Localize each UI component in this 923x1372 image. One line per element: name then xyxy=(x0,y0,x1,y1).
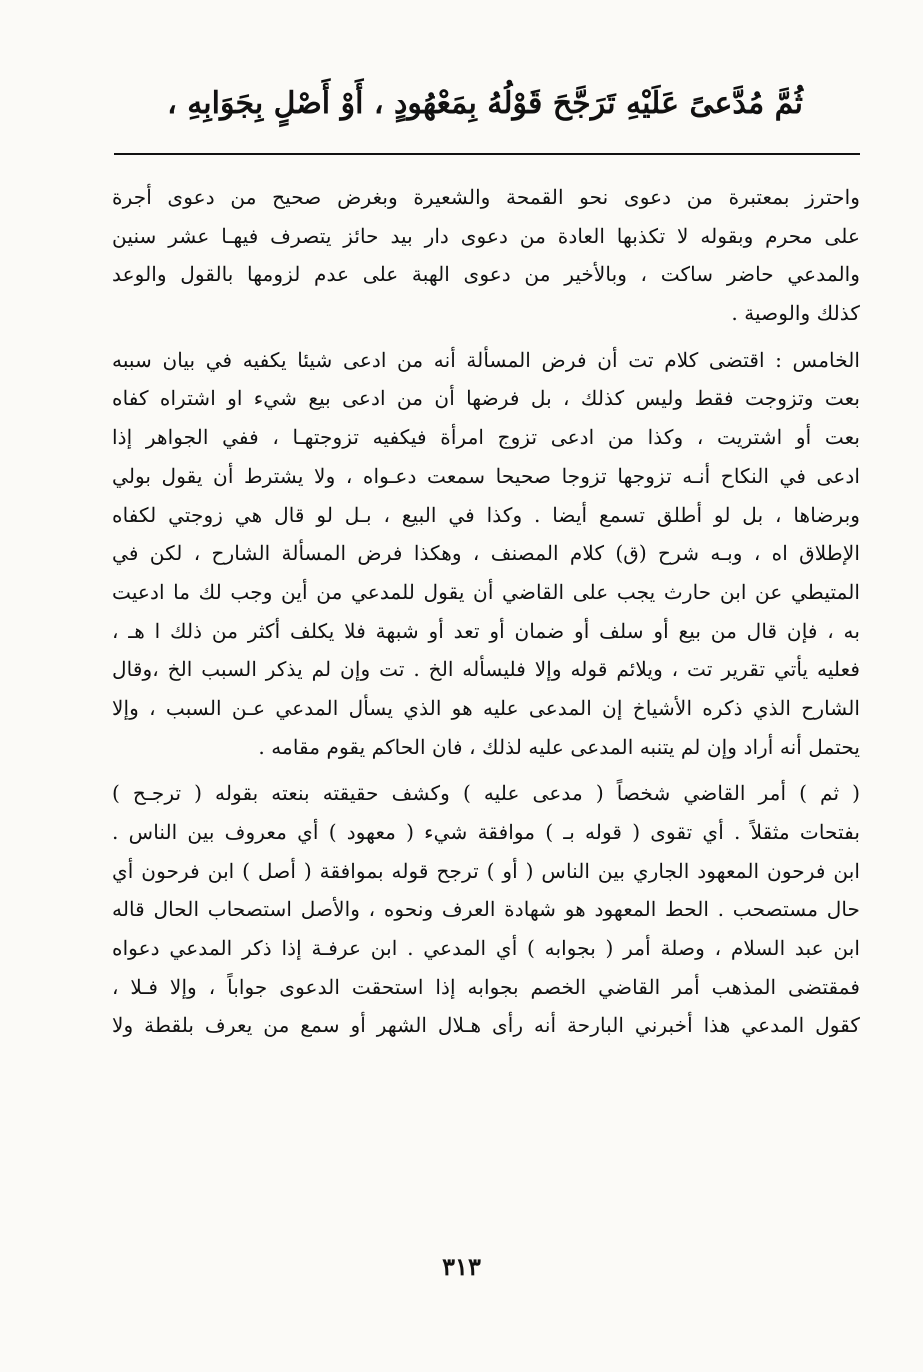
text-line: ابن عبد السلام ، وصلة أمر ( بجوابه ) أي المدعي . ابن عرفـة إذا ذكر المدعي دعواه xyxy=(112,936,860,961)
text-line: كقول المدعي هذا أخبرني البارحة أنه رأى هـلال الشهر أو سمع من يعرف بلقطة ولا xyxy=(112,1013,860,1038)
text-line: الإطلاق اه ، وبـه شرح (ق) كلام المصنف ، وهكذا فرض المسألة الشارح ، لكن في xyxy=(112,541,860,566)
text-line: كذلك والوصية . xyxy=(731,301,860,326)
text-line: الشارح الذي ذكره الأشياخ إن المدعى عليه هو الذي يسأل المدعي عـن السبب ، وإلا xyxy=(112,695,860,720)
text-line: والمدعي حاضر ساكت ، وبالأخير من دعوى الهبة على عدم لزومها بالقول والوعد xyxy=(112,262,860,287)
text-line: وبرضاها ، بل لو أطلق تسمع أيضا . وكذا في البيع ، بـل لو قال هي زوجتي لكفاه xyxy=(112,502,860,527)
page-number: ٣١٣ xyxy=(442,1252,481,1281)
text-line: به ، فإن قال من بيع أو سلف أو ضمان أو تعد أو شبهة فلا يكلف أكثر من ذلك ا هـ ، xyxy=(112,618,860,643)
text-line: بعت أو اشتريت ، وكذا من ادعى تزوج امرأة فيكفيه تزوجتهـا ، ففي الجواهر إذا xyxy=(112,425,860,450)
text-line: واحترز بمعتبرة من دعوى نحو القمحة والشعيرة وبغرض صحيح من دعوى أجرة xyxy=(112,185,860,209)
paragraph-2 xyxy=(112,341,860,767)
text-line: ابن فرحون المعهود الجاري بين الناس ( أو ) ترجح قوله بموافقة ( أصل ) ابن فرحون أي xyxy=(112,858,860,883)
text-line: ادعى في النكاح أنـه تزوجها تزوجا صحيحا سمعت دعـواه ، ولا يشترط أن يقول بولي xyxy=(112,463,860,488)
text-line: بعت وتزوجت فقط وليس كذلك ، بل فرضها أن من ادعى بيع شيء او اشتراه كفاه xyxy=(112,386,860,411)
page-body xyxy=(112,178,860,1045)
text-line: الخامس : اقتضى كلام تت أن فرض المسألة أنه من ادعى شيئا يكفيه في بيان سببه xyxy=(112,347,860,372)
text-line: حال مستصحب . الحط المعهود هو شهادة العرف ونحوه ، والأصل استصحاب الحال قاله xyxy=(112,897,860,922)
text-line: فعليه يأتي تقرير تت ، ويلائم قوله وإلا فليسأله الخ . تت وإن لم يذكر السبب الخ ،وقال xyxy=(112,657,860,682)
text-line: ( ثم ) أمر القاضي شخصاً ( مدعى عليه ) وكشف حقيقته بنعته بقوله ( ترجـح ) xyxy=(112,781,860,806)
text-line: على محرم وبقوله لا تكذبها العادة من دعوى دار بيد حائز يتصرف فيهـا عشر سنين xyxy=(112,223,860,248)
header-divider xyxy=(114,153,860,155)
paragraph-1 xyxy=(112,178,860,333)
text-line: يحتمل أنه أراد وإن لم يتنبه المدعى عليه لذلك ، فان الحاكم يقوم مقامه . xyxy=(258,734,860,759)
text-line: بفتحات مثقلاً . أي تقوى ( قوله بـ ) موافقة شيء ( معهود ) أي معروف بين الناس . xyxy=(112,820,860,844)
text-line: فمقتضى المذهب أمر القاضي الخصم بجوابه إذا استحقت الدعوى جواباً ، وإلا فـلا ، xyxy=(112,974,860,999)
text-line: المتيطي عن ابن حارث يجب على القاضي أن يقول للمدعي من أين وجب لك ما ادعيت xyxy=(112,579,860,604)
page-header-verse: ثُمَّ مُدَّعىً عَلَيْهِ تَرَجَّحَ قَوْلُهُ بِمَعْهُودٍ ، أَوْ أَصْلٍ بِجَوَابِهِ ، xyxy=(167,86,803,121)
paragraph-3 xyxy=(112,774,860,1045)
